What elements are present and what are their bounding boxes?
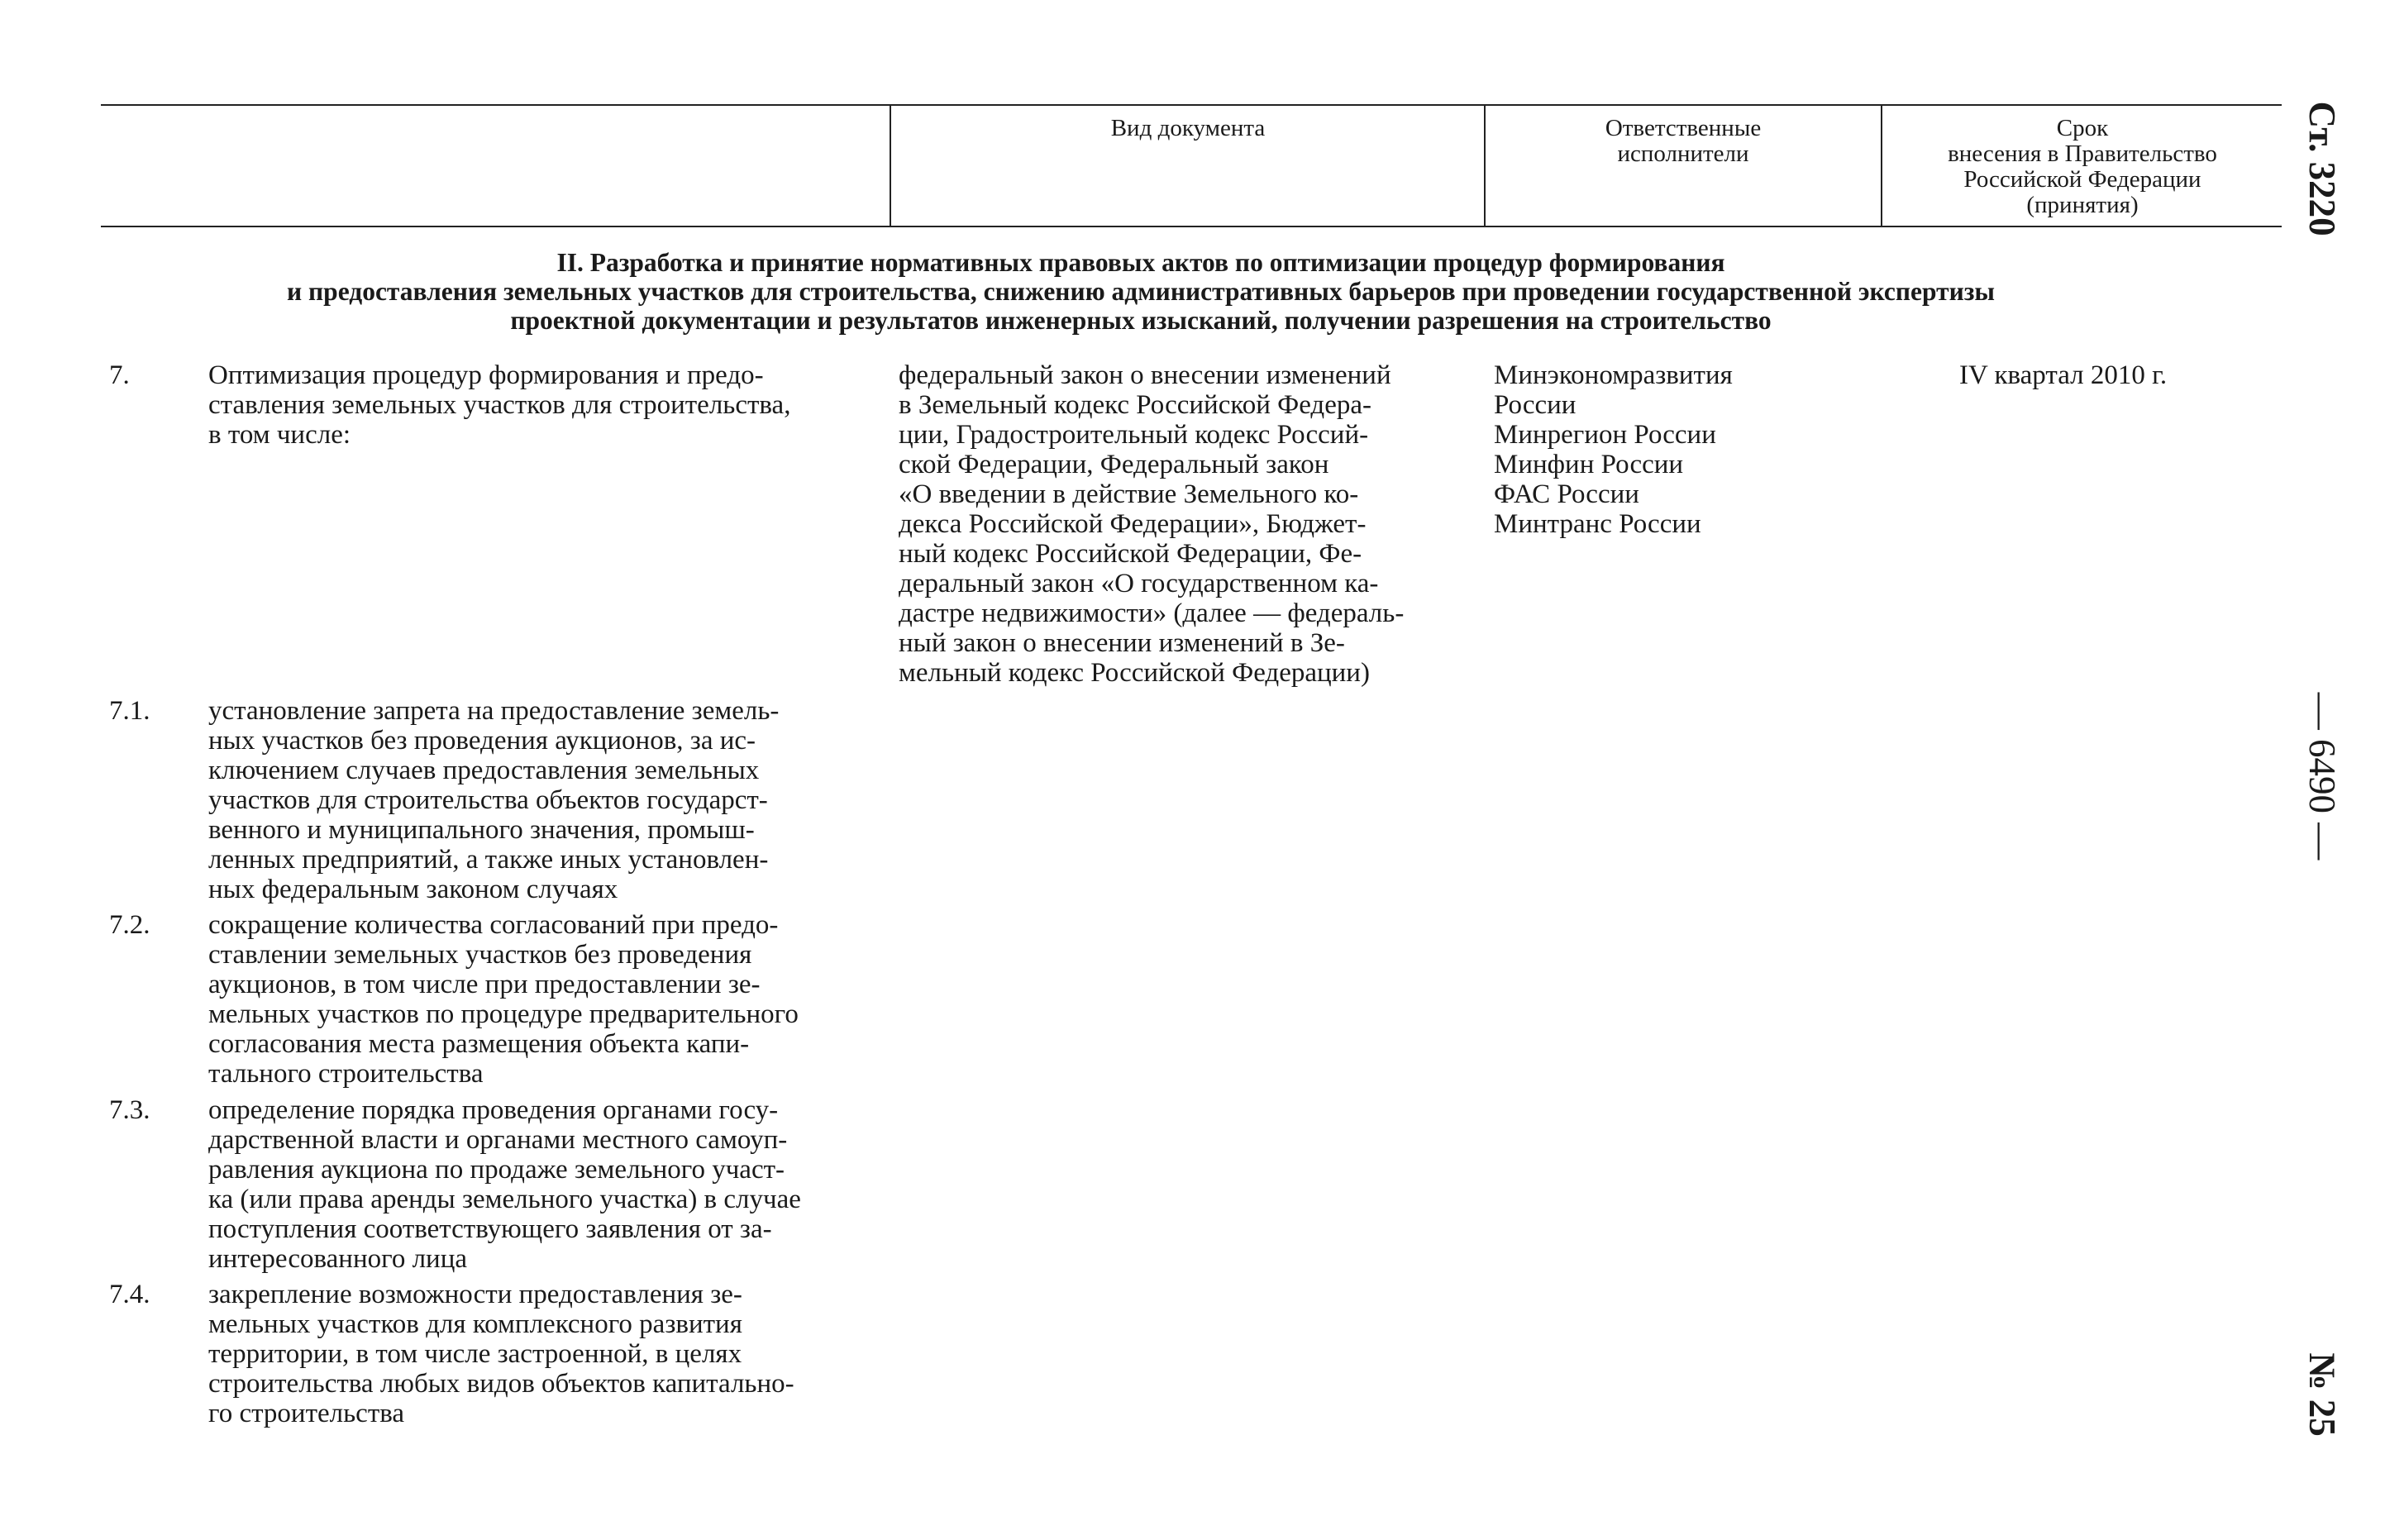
item-description xyxy=(208,696,874,904)
text-line: территории, в том числе застроенной, в целях xyxy=(208,1339,742,1369)
text-line: ка (или права аренды земельного участка) в случае xyxy=(208,1185,801,1214)
text-line: ставления земельных участков для строительства, xyxy=(208,390,791,420)
item-description xyxy=(208,360,874,450)
text-line: аукционов, в том числе при предоставлении зе- xyxy=(208,970,761,999)
text-line: равления аукциона по продаже земельного участ- xyxy=(208,1155,785,1185)
item-number: 7.3. xyxy=(109,1095,150,1125)
text-line: Минфин России xyxy=(1494,450,1684,479)
header-divider-2 xyxy=(1484,104,1486,226)
header-top-rule xyxy=(101,104,2282,106)
text-line: определение порядка проведения органами госу- xyxy=(208,1095,779,1125)
header-divider-1 xyxy=(890,104,891,226)
item-description xyxy=(208,910,874,1089)
text-line: закрепление возможности предоставления зе- xyxy=(208,1280,742,1309)
text-line: в том числе: xyxy=(208,420,351,450)
text-line: согласования места размещения объекта капи- xyxy=(208,1029,750,1059)
text-line: венного и муниципального значения, промыш- xyxy=(208,815,755,845)
text-line: ных участков без проведения аукционов, за ис- xyxy=(208,726,756,756)
column-heading-deadline: Срок внесения в Правительство Российской Федерации (принятия) xyxy=(1948,115,2217,218)
text-line: ключением случаев предоставления земельных xyxy=(208,756,760,785)
text-line: ФАС России xyxy=(1494,479,1639,509)
text-line: ции, Градостроительный кодекс Россий- xyxy=(899,420,1369,450)
text-line: строительства любых видов объектов капитально- xyxy=(208,1369,794,1399)
deadline-cell: IV квартал 2010 г. xyxy=(1959,360,2168,390)
page-number: — 6490 — xyxy=(2302,692,2343,861)
text-line: «О введении в действие Земельного ко- xyxy=(899,479,1359,509)
item-description xyxy=(208,1095,874,1274)
header-divider-3 xyxy=(1881,104,1882,226)
text-line: в Земельный кодекс Российской Федера- xyxy=(899,390,1371,420)
item-number: 7.2. xyxy=(109,910,150,940)
item-number: 7.1. xyxy=(109,696,150,726)
text-line: мельный кодекс Российской Федерации) xyxy=(899,658,1370,688)
text-line: мельных участков для комплексного развития xyxy=(208,1309,742,1339)
text-line: Минэкономразвития xyxy=(1494,360,1733,390)
column-heading-document-type: Вид документа xyxy=(1110,115,1266,141)
text-line: тального строительства xyxy=(208,1059,484,1089)
text-line: мельных участков по процедуре предварительного xyxy=(208,999,799,1029)
item-description xyxy=(208,1280,874,1428)
column-heading-responsible: Ответственные исполнители xyxy=(1605,115,1762,167)
header-bottom-rule xyxy=(101,226,2282,227)
text-line: декса Российской Федерации», Бюджет- xyxy=(899,509,1367,539)
section-title-line: II. Разработка и принятие нормативных правовых актов по оптимизации процедур формирования xyxy=(556,248,1725,277)
item-number: 7. xyxy=(109,360,130,390)
text-line: дарственной власти и органами местного самоуп- xyxy=(208,1125,788,1155)
text-line: дастре недвижимости» (далее — федераль- xyxy=(899,598,1405,628)
text-line: федеральный закон о внесении изменений xyxy=(899,360,1391,390)
text-line: участков для строительства объектов государст- xyxy=(208,785,768,815)
text-line: установление запрета на предоставление земель- xyxy=(208,696,780,726)
text-line: деральный закон «О государственном ка- xyxy=(899,569,1379,598)
text-line: поступления соответствующего заявления от за- xyxy=(208,1214,772,1244)
text-line: Оптимизация процедур формирования и предо- xyxy=(208,360,764,390)
text-line: ных федеральным законом случаях xyxy=(208,875,618,904)
section-title xyxy=(124,248,2158,335)
text-line: сокращение количества согласований при предо- xyxy=(208,910,779,940)
article-number: Ст. 3220 xyxy=(2302,101,2343,236)
text-line: го строительства xyxy=(208,1399,405,1428)
text-line: ный кодекс Российской Федерации, Фе- xyxy=(899,539,1362,569)
text-line: ный закон о внесении изменений в Зе- xyxy=(899,628,1345,658)
text-line: ской Федерации, Федеральный закон xyxy=(899,450,1329,479)
text-line: России xyxy=(1494,390,1576,420)
document-type-cell xyxy=(899,360,1461,688)
text-line: ленных предприятий, а также иных установлен- xyxy=(208,845,769,875)
text-line: Минрегион России xyxy=(1494,420,1716,450)
issue-number: № 25 xyxy=(2302,1352,2343,1437)
section-title-line: и предоставления земельных участков для строительства, снижению административных барьеров при проведении государственной экспертизы xyxy=(287,277,1995,306)
item-number: 7.4. xyxy=(109,1280,150,1309)
text-line: ставлении земельных участков без проведения xyxy=(208,940,752,970)
text-line: интересованного лица xyxy=(208,1244,468,1274)
responsible-cell xyxy=(1494,360,1733,539)
text-line: Минтранс России xyxy=(1494,509,1701,539)
section-title-line: проектной документации и результатов инженерных изысканий, получении разрешения на строительство xyxy=(510,306,1772,335)
